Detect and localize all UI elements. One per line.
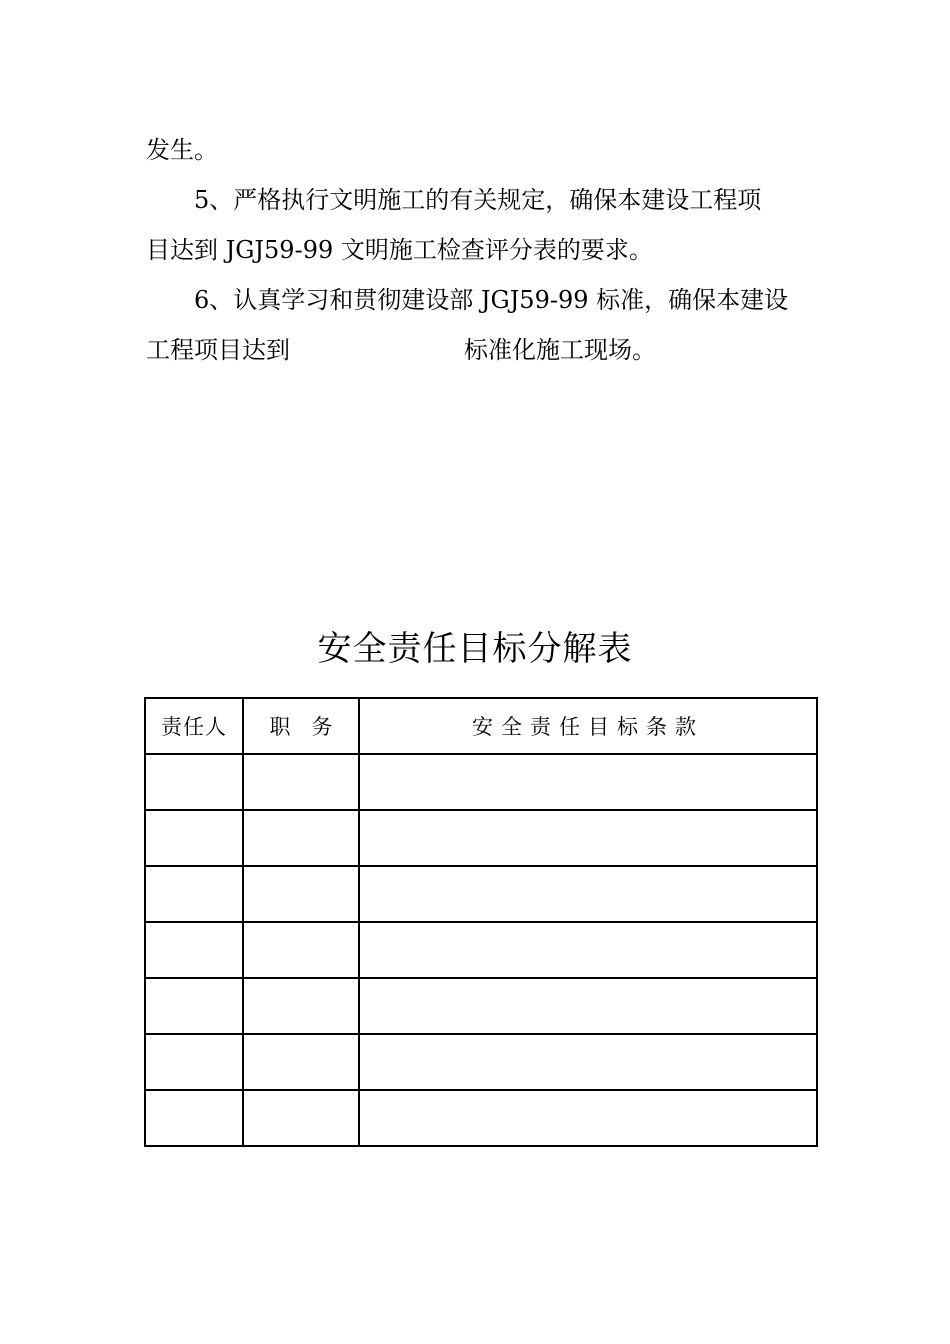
table-row: [145, 1090, 817, 1146]
cell-position: [243, 754, 359, 810]
cell-responsible-person: [145, 978, 243, 1034]
cell-position: [243, 978, 359, 1034]
cell-position: [243, 810, 359, 866]
cell-clauses: [359, 810, 817, 866]
cell-clauses: [359, 866, 817, 922]
table-row: [145, 754, 817, 810]
cell-clauses: [359, 1090, 817, 1146]
cell-position: [243, 1090, 359, 1146]
paragraph-5-line-1: 5、严格执行文明施工的有关规定，确保本建设工程项: [194, 186, 762, 214]
header-responsible-person: 责任人: [145, 698, 243, 754]
cell-clauses: [359, 978, 817, 1034]
paragraph-5-line-2: 目达到 JGJ59-99 文明施工检查评分表的要求。: [146, 236, 653, 264]
cell-responsible-person: [145, 810, 243, 866]
responsibility-table: [144, 697, 818, 1147]
table-row: [145, 866, 817, 922]
cell-position: [243, 866, 359, 922]
paragraph-6-line-1: 6、认真学习和贯彻建设部 JGJ59-99 标准，确保本建设: [194, 286, 789, 314]
table-title: 安全责任目标分解表: [317, 629, 633, 669]
cell-clauses: [359, 922, 817, 978]
paragraph-6-line-2-start: 工程项目达到: [146, 336, 290, 364]
cell-position: [243, 1034, 359, 1090]
paragraph-6-line-2-end: 标准化施工现场。: [464, 336, 656, 364]
table-row: [145, 922, 817, 978]
cell-responsible-person: [145, 1090, 243, 1146]
table-header-row: [145, 698, 817, 754]
paragraph-4-end: 发生。: [146, 136, 218, 164]
header-position: 职 务: [243, 698, 359, 754]
cell-responsible-person: [145, 754, 243, 810]
table-row: [145, 810, 817, 866]
table-row: [145, 1034, 817, 1090]
cell-responsible-person: [145, 866, 243, 922]
table-row: [145, 978, 817, 1034]
cell-clauses: [359, 1034, 817, 1090]
cell-clauses: [359, 754, 817, 810]
cell-responsible-person: [145, 1034, 243, 1090]
cell-position: [243, 922, 359, 978]
cell-responsible-person: [145, 922, 243, 978]
header-safety-target-clauses: 安全责任目标条款: [359, 698, 817, 754]
